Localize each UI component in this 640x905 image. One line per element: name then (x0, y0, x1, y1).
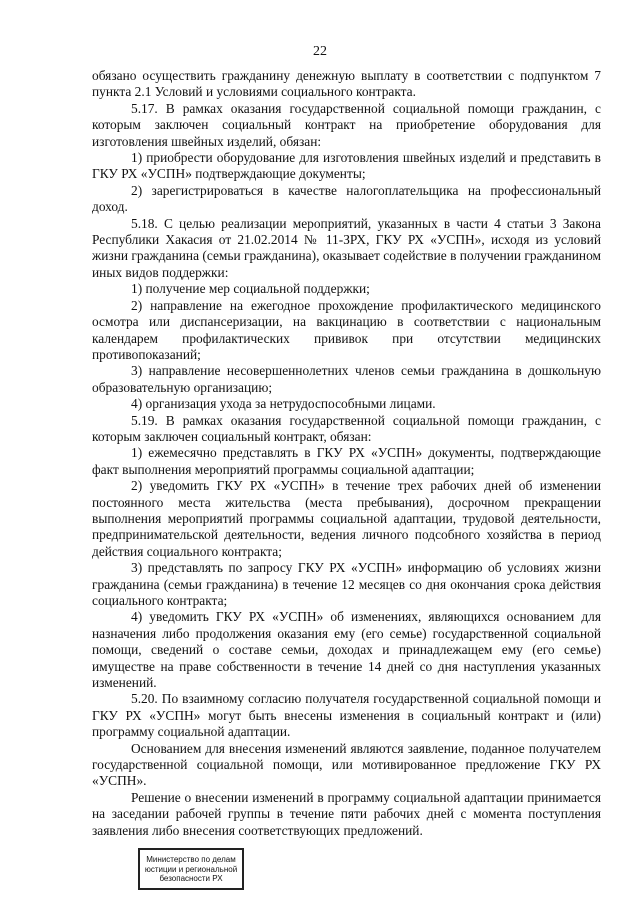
document-body (92, 68, 601, 839)
paragraph: 1) приобрести оборудование для изготовления швейных изделий и представить в ГКУ РХ «УСПН» подтверждающие документы; (92, 150, 601, 182)
paragraph: 2) зарегистрироваться в качестве налогоплательщика на профессиональный доход. (92, 182, 601, 215)
paragraph: 3) направление несовершеннолетних членов семьи гражданина в дошкольную образовательную организацию; (92, 363, 601, 395)
paragraph: Решение о внесении изменений в программу социальной адаптации принимается на заседании рабочей группы в течение пяти рабочих дней с момента поступления заявления либо внесения соответствующих предложений. (92, 789, 601, 838)
stamp-line: безопасности РХ (159, 874, 223, 883)
paragraph: обязано осуществить гражданину денежную выплату в соответствии с подпунктом 7 пункта 2.1 Условий и условиями социального контракта. (92, 68, 601, 100)
paragraph: 5.17. В рамках оказания государственной социальной помощи гражданин, с которым заключен социальный контракт на приобретение оборудования для изготовления швейных изделий, обязан: (92, 100, 601, 149)
paragraph: 1) получение мер социальной поддержки; (131, 281, 370, 297)
paragraph: 5.19. В рамках оказания государственной социальной помощи гражданин, с которым заключен социальный контракт, обязан: (92, 412, 601, 444)
paragraph: Основанием для внесения изменений являются заявление, поданное получателем государственной социальной помощи, или мотивированное предложение ГКУ РХ «УСПН». (92, 740, 601, 789)
paragraph: 2) направление на ежегодное прохождение профилактического медицинского осмотра или диспансеризации, на вакцинацию в соответствии с национальным календарем профилактических прививок при отсутствии медицинских противопоказаний; (92, 297, 601, 362)
paragraph: 5.20. По взаимному согласию получателя государственной социальной помощи и ГКУ РХ «УСПН» могут быть внесены изменения в социальный контракт и (или) программу социальной адаптации. (92, 691, 601, 740)
paragraph: 2) уведомить ГКУ РХ «УСПН» в течение трех рабочих дней об изменении постоянного места жительства (места пребывания), досрочном прекращении выполнения мероприятий программы социальной адаптации, трудовой деятельности, предпринимательской деятельности, ведения личного подсобного хозяйства в период действия социального контракта; (92, 478, 601, 559)
registration-stamp (138, 848, 244, 890)
stamp-line: юстиции и региональной (144, 864, 238, 874)
stamp-line: Министерство по делам (146, 855, 236, 864)
paragraph: 4) организация ухода за нетрудоспособными лицами. (131, 396, 436, 412)
paragraph: 1) ежемесячно представлять в ГКУ РХ «УСПН» документы, подтверждающие факт выполнения мероприятий программы социальной адаптации; (92, 445, 601, 477)
paragraph: 3) представлять по запросу ГКУ РХ «УСПН» информацию об условиях жизни гражданина (семьи гражданина) в течение 12 месяцев со дня окончания срока действия социального контракта; (92, 560, 601, 608)
page-number: 22 (313, 44, 327, 59)
paragraph: 5.18. С целью реализации мероприятий, указанных в части 4 статьи 3 Закона Республики Хакасия от 21.02.2014 № 11-ЗРХ, ГКУ РХ «УСПН», исходя из условий жизни гражданина (семьи гражданина), оказывает содействие в получении гражданином иных видов поддержки: (92, 215, 601, 280)
paragraph: 4) уведомить ГКУ РХ «УСПН» об изменениях, являющихся основанием для назначения либо продолжения оказания ему (его семье) государственной социальной помощи, сведений о составе семьи, доходах и принадлежащем ему (его семье) имуществе на праве собственности в течение 14 дней со дня наступления указанных изменений. (92, 609, 601, 691)
